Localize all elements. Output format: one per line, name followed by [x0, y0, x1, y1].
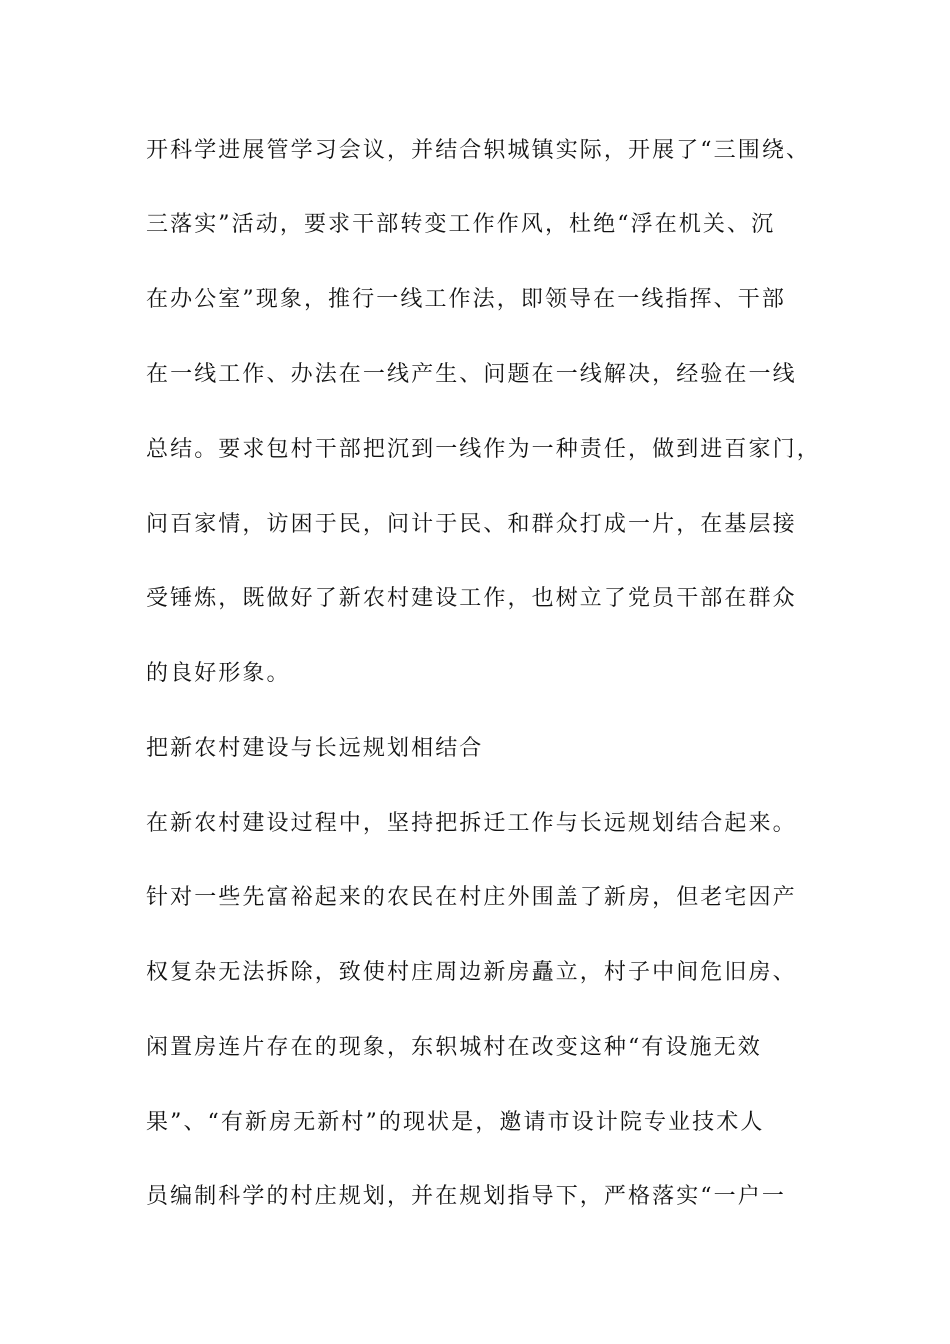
text-line: 闲置房连片存在的现象，东轵城村在改变这种“有设施无效	[146, 1035, 762, 1060]
section-heading: 把新农村建设与长远规划相结合	[146, 736, 484, 761]
text-line: 三落实”活动，要求干部转变工作作风，杜绝“浮在机关、沉	[146, 212, 776, 237]
text-line: 受锤炼，既做好了新农村建设工作，也树立了党员干部在群众	[146, 586, 797, 611]
text-line: 问百家情，访困于民，问计于民、和群众打成一片，在基层接	[146, 512, 797, 537]
text-line: 的良好形象。	[146, 661, 291, 686]
text-line: 员编制科学的村庄规划，并在规划指导下，严格落实“一户一	[146, 1184, 786, 1209]
text-line: 在办公室”现象，推行一线工作法，即领导在一线指挥、干部	[146, 287, 786, 312]
text-line: 总结。要求包村干部把沉到一线作为一种责任，做到进百家门，	[146, 437, 821, 462]
text-line: 权复杂无法拆除，致使村庄周边新房矗立，村子中间危旧房、	[146, 960, 797, 985]
text-line: 开科学进展管学习会议，并结合轵城镇实际，开展了“三围绕、	[146, 138, 811, 163]
text-line: 在一线工作、办法在一线产生、问题在一线解决，经验在一线	[146, 362, 797, 387]
text-line: 在新农村建设过程中，坚持把拆迁工作与长远规划结合起来。	[146, 811, 797, 836]
text-line: 果”、“有新房无新村”的现状是，邀请市设计院专业技术人	[146, 1110, 765, 1135]
text-line: 针对一些先富裕起来的农民在村庄外围盖了新房，但老宅因产	[146, 885, 797, 910]
